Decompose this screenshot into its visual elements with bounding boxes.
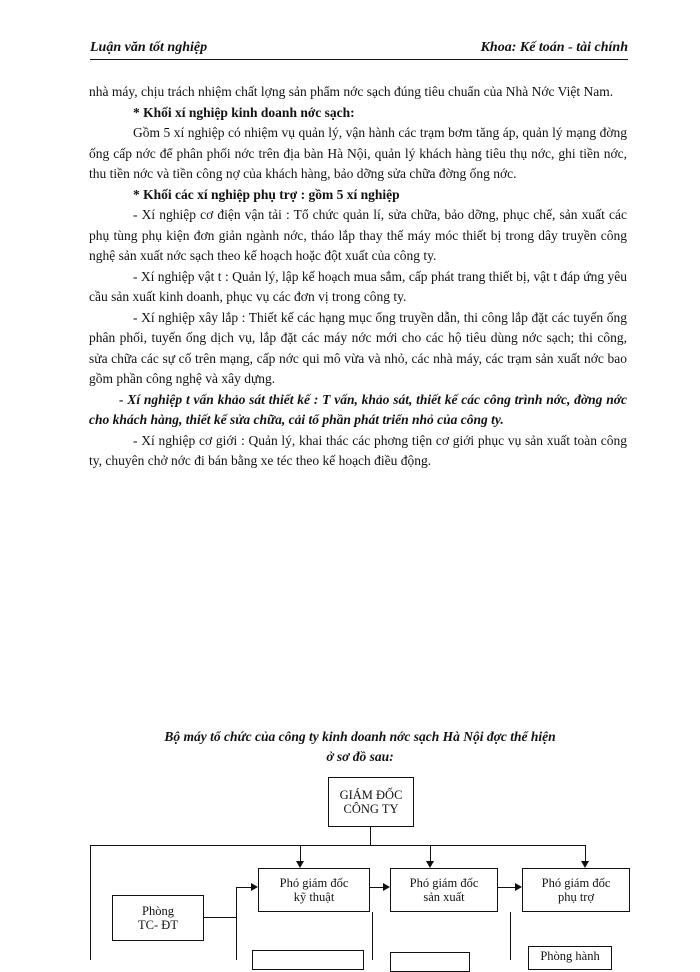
connector — [370, 827, 371, 845]
arrow-right — [251, 883, 258, 891]
connector — [90, 845, 91, 960]
paragraph-machinery: - Xí nghiệp cơ giới : Quản lý, khai thác các phơng tiện cơ giới phục vụ sản xuất toàn công ty, chuyên chở nớc đi bán bằng xe téc theo kế hoạch điều động. — [89, 432, 627, 468]
deputy-technical-line-1: Phó giám đốc — [279, 876, 349, 890]
dept-finance-line-1: Phòng — [142, 904, 174, 918]
connector — [236, 887, 252, 888]
connector — [430, 845, 431, 861]
arrow-right — [383, 883, 390, 891]
director-box — [328, 777, 414, 827]
connector — [510, 912, 511, 960]
paragraph-water-business: Gồm 5 xí nghiệp có nhiệm vụ quản lý, vận hành các trạm bơm tăng áp, quản lý mạng đờng ống cấp nớc để phân phối nớc trên địa bàn Hà Nội, quản lý khách hàng tiêu thụ nớc, ghi tiền nớc, thu tiền nớc và tiền công nợ của khách hàng, bảo dỡng sửa chữa đờng ống nớc. — [89, 125, 627, 181]
dept-finance-box — [112, 895, 204, 941]
heading-auxiliary: * Khối các xí nghiệp phụ trợ : gồm 5 xí nghiệp — [133, 186, 400, 202]
arrow-down — [581, 861, 589, 868]
connector — [498, 887, 516, 888]
header-thesis-title: Luận văn tốt nghiệp — [90, 40, 208, 55]
arrow-down — [296, 861, 304, 868]
director-line-1: GIÁM ĐỐC — [339, 788, 403, 802]
deputy-technical-box — [258, 868, 370, 912]
deputy-production-box — [390, 868, 498, 912]
page-header — [90, 40, 628, 60]
caption-line-1: Bộ máy tổ chức của công ty kinh doanh nớc sạch Hà Nội đợc thể hiện — [164, 729, 556, 744]
deputy-auxiliary-line-1: Phó giám đốc — [541, 876, 611, 890]
paragraph-materials: - Xí nghiệp vật t : Quản lý, lập kế hoạch mua sắm, cấp phát trang thiết bị, vật t đáp ứng yêu cầu sản xuất kinh doanh, phục vụ các đơn vị trong công ty. — [89, 268, 627, 304]
connector — [372, 912, 373, 960]
deputy-technical-line-2: kỹ thuật — [293, 890, 335, 904]
paragraph-mechanical: - Xí nghiệp cơ điện vận tải : Tổ chức quản lí, sửa chữa, bảo dỡng, phục chế, sản xuất các phụ tùng phụ kiện đơn giản ngành nớc, tháo lắp thay thế máy móc thiết bị trong dây truyền công nghệ sản xuất nớc sạch theo kế hoạch hoặc đột xuất của công ty. — [89, 207, 627, 263]
paragraph-intro: nhà máy, chịu trách nhiệm chất lợng sản phẩm nớc sạch đúng tiêu chuẩn của Nhà Nớc Việt Nam. — [89, 84, 614, 99]
org-chart-caption — [100, 727, 620, 767]
header-faculty: Khoa: Kế toán - tài chính — [480, 40, 628, 55]
connector — [204, 917, 236, 918]
director-line-2: CÔNG TY — [343, 802, 399, 816]
arrow-down — [426, 861, 434, 868]
heading-water-business: * Khối xí nghiệp kinh doanh nớc sạch: — [133, 104, 355, 120]
dept-admin-box-partial — [528, 946, 612, 970]
document-body — [89, 82, 627, 472]
header-rule — [90, 59, 628, 60]
deputy-production-line-1: Phó giám đốc — [409, 876, 479, 890]
paragraph-construction: - Xí nghiệp xây lắp : Thiết kế các hạng mục ống truyền dẫn, thi công lắp đặt các tuyến ống phân phối, tuyến ống dịch vụ, lắp đặt các máy nớc mới cho các hộ tiêu dùng nớc sạch; thi công, sửa chữa các sự cố trên mạng, cấp nớc qui mô vừa và nhỏ, các nhà máy, các trạm sản xuất nớc bao gồm phần công nghệ và xây dựng. — [89, 309, 627, 386]
deputy-auxiliary-line-2: phụ trợ — [557, 890, 595, 904]
connector — [90, 845, 586, 846]
connector — [236, 887, 237, 960]
caption-line-2: ở sơ đồ sau: — [326, 749, 394, 764]
connector — [585, 845, 586, 861]
connector — [370, 887, 384, 888]
partial-box-middle — [390, 952, 470, 972]
arrow-right — [515, 883, 522, 891]
deputy-production-line-2: sản xuất — [423, 890, 465, 904]
paragraph-consulting: - Xí nghiệp t vấn khảo sát thiết kế : T vấn, khảo sát, thiết kế các công trình nớc, đờng nớc cho khách hàng, thiết kế sửa chữa, cải tổ phần phát triển nhỏ của công ty. — [89, 391, 627, 427]
connector — [300, 845, 301, 861]
deputy-auxiliary-box — [522, 868, 630, 912]
dept-admin-label: Phòng hành — [540, 949, 600, 963]
partial-box-left — [252, 950, 364, 970]
dept-finance-line-2: TC- ĐT — [138, 918, 178, 932]
